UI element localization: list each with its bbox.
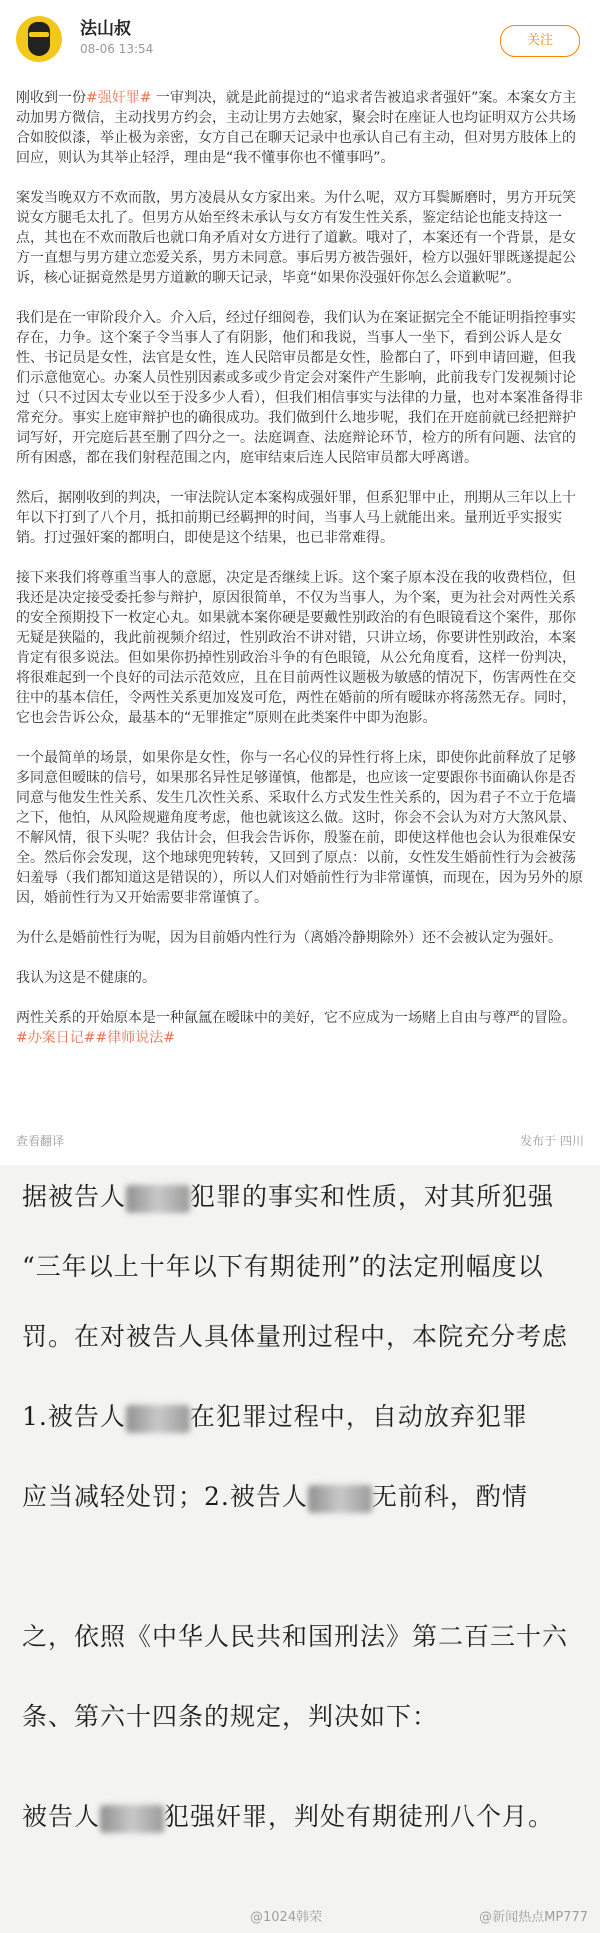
court-line-4a: 1.被告人	[22, 1402, 126, 1431]
paragraph-6: 一个最简单的场景，如果你是女性，你与一名心仪的异性行将上床，即使你此前释放了足够多同意但暧昧的信号，如果那名异性足够谨慎，他都是，也应该一定要跟你书面确认你是否同意与他发生性关系、发生几次性关系、采取什么方式发生性关系的，因为君子不立于危墙之下，他怕，从风险规避角度考虑，他也就该这么做。这时，你会不会认为对方大煞风景、不解风情，很下头呢？我估计会，但我会告诉你，殷鉴在前，即使这样他也会认为很难保安全。然后你会发现，这个地球兜兜转转，又回到了原点：以前，女性发生婚前性行为会被荡妇羞辱（我们都知道这是错误的），所以人们对婚前性行为非常谨慎，而现在，因为另外的原因，婚前性行为又开始需要非常谨慎了。	[16, 750, 583, 906]
court-line-7: 条、第六十四条的规定，判决如下：	[22, 1702, 439, 1731]
court-line-8	[22, 1797, 592, 1837]
paragraph-3: 我们是在一审阶段介入。介入后，经过仔细阅卷，我们认为在案证据完全不能证明指控事实存在，力争。这个案子令当事人了有阴影，他们和我说，当事人一坐下，看到公诉人是女性、书记员是女性，法官是女性，连人民陪审员都是女性，脸都白了，吓到申请回避，但我们示意他宽心。办案人员性别因素或多或少肯定会对案件产生影响，此前我专门发视频讨论过（只不过因太专业以至于没多少人看），但我们相信事实与法律的力量，也对本案准备得非常充分。事实上庭审辩护也的确很成功。我们做到什么地步呢，我们在开庭前就已经把辩护词写好，开完庭后甚至删了四分之一。法庭调查、法庭辩论环节，检方的所有问题、法官的所有困惑，都在我们射程范围之内，庭审结束后连人民陪审员都大呼离谱。	[16, 310, 583, 466]
redacted-name	[308, 1485, 372, 1513]
court-line-5	[22, 1477, 592, 1517]
avatar[interactable]	[16, 16, 62, 62]
court-line-8b: 犯强奸罪，判处有期徒刑八个月。	[164, 1802, 555, 1831]
hashtag-case-diary[interactable]: #办案日记#	[16, 1030, 96, 1046]
post-meta	[16, 1132, 584, 1152]
court-line-6: 之，依照《中华人民共和国刑法》第二百三十六	[22, 1622, 569, 1651]
post-location: 发布于 四川	[520, 1134, 584, 1148]
follow-button[interactable]: 关注	[500, 25, 580, 57]
paragraph-1	[16, 88, 584, 168]
redacted-name	[126, 1185, 190, 1213]
redacted-name	[100, 1805, 164, 1833]
hashtag-lawyer-talk[interactable]: #律师说法#	[95, 1030, 175, 1046]
paragraph-9	[16, 1008, 584, 1048]
paragraph-2: 案发当晚双方不欢而散，男方凌晨从女方家出来。为什么呢，双方耳鬓厮磨时，男方开玩笑说女方腿毛太扎了。但男方从始至终未承认与女方有发生性关系，鉴定结论也能支持这一点，其也在不欢而散后也就口角矛盾对女方进行了道歉。哦对了，本案还有一个背景，是女方一直想与男方建立恋爱关系，男方未同意。事后男方被告强奸，检方以强奸罪既遂提起公诉，核心证据竟然是男方道歉的聊天记录，毕竟“如果你没强奸你怎么会道歉呢”。	[16, 190, 576, 286]
paragraph-8: 我认为这是不健康的。	[16, 970, 156, 986]
user-name[interactable]: 法山叔	[80, 19, 131, 39]
court-line-8a: 被告人	[22, 1802, 101, 1831]
court-line-2: “三年以上十年以下有期徒刑”的法定刑幅度以	[22, 1252, 544, 1281]
redacted-name	[126, 1405, 190, 1433]
watermark-left: @1024韩荣	[250, 1910, 323, 1925]
paragraph-4: 然后，据刚收到的判决，一审法院认定本案构成强奸罪，但系犯罪中止，刑期从三年以上十年以下打到了八个月，抵扣前期已经羁押的时间，当事人马上就能出来。量刑近乎实报实销。打过强奸案的都明白，即使是这个结果，也已非常难得。	[16, 490, 576, 546]
avatar-face-icon	[28, 22, 50, 56]
court-line-1a: 据被告人	[22, 1182, 127, 1211]
court-document-image[interactable]	[0, 1165, 600, 1933]
paragraph-9-pre: 两性关系的开始原本是一种氤氲在暧昧中的美好，它不应成为一场赌上自由与尊严的冒险。	[16, 1010, 576, 1026]
court-line-1	[22, 1177, 592, 1217]
avatar-glasses-icon	[29, 32, 49, 37]
paragraph-5: 接下来我们将尊重当事人的意愿，决定是否继续上诉。这个案子原本没在我的收费档位，但我还是决定接受委托参与辩护，原因很简单，不仅为当事人，为个案，更为社会对两性关系的安全预期投下一枚定心丸。如果就本案你硬是要戴性别政治的有色眼镜看这个案件，那你无疑是狭隘的，我此前视频介绍过，性别政治不讲对错，只讲立场，你要讲性别政治，本案肯定有很多说法。但如果你扔掉性别政治斗争的有色眼镜，从公允角度看，这样一份判决，将很难起到一个良好的司法示范效应，且在目前两性议题极为敏感的情况下，伤害两性在交往中的基本信任，令两性关系更加岌岌可危，两性在婚前的所有暧昧亦将荡然无存。同时，它也会告诉公众，最基本的“无罪推定”原则在此类案件中即为泡影。	[16, 570, 576, 726]
post-content	[16, 88, 584, 1068]
court-line-1b: 犯罪的事实和性质，对其所犯强	[190, 1182, 555, 1211]
court-line-5b: 无前科，酌情	[371, 1482, 528, 1511]
watermark-right: @新闻热点MP777	[479, 1910, 588, 1925]
paragraph-1-pre: 刚收到一份	[16, 90, 86, 106]
court-line-4b: 在犯罪过程中，自动放弃犯罪	[189, 1402, 528, 1431]
paragraph-7: 为什么是婚前性行为呢，因为目前婚内性行为（离婚冷静期除外）还不会被认定为强奸。	[16, 930, 562, 946]
court-line-4	[22, 1397, 592, 1437]
court-line-3: 罚。在对被告人具体量刑过程中，本院充分考虑	[22, 1322, 569, 1351]
court-line-5a: 应当减轻处罚；2.被告人	[22, 1482, 308, 1511]
post-time: 08-06 13:54	[80, 42, 154, 56]
hashtag-rape-crime[interactable]: #强奸罪#	[86, 90, 152, 106]
post-header	[0, 0, 600, 74]
paragraph-1-post: 一审判决，就是此前提过的“追求者告被追求者强奸”案。本案女方主动加男方微信，主动找男方约会，主动让男方去她家，聚会时在座证人也均证明双方公共场合如胶似漆，举止极为亲密，女方自己在聊天记录中也承认自己有主动，但对男方肢体上的回应，则认为其举止轻浮，理由是“我不懂事你也不懂事吗”。	[16, 90, 577, 166]
translate-link[interactable]: 查看翻译	[16, 1134, 65, 1148]
